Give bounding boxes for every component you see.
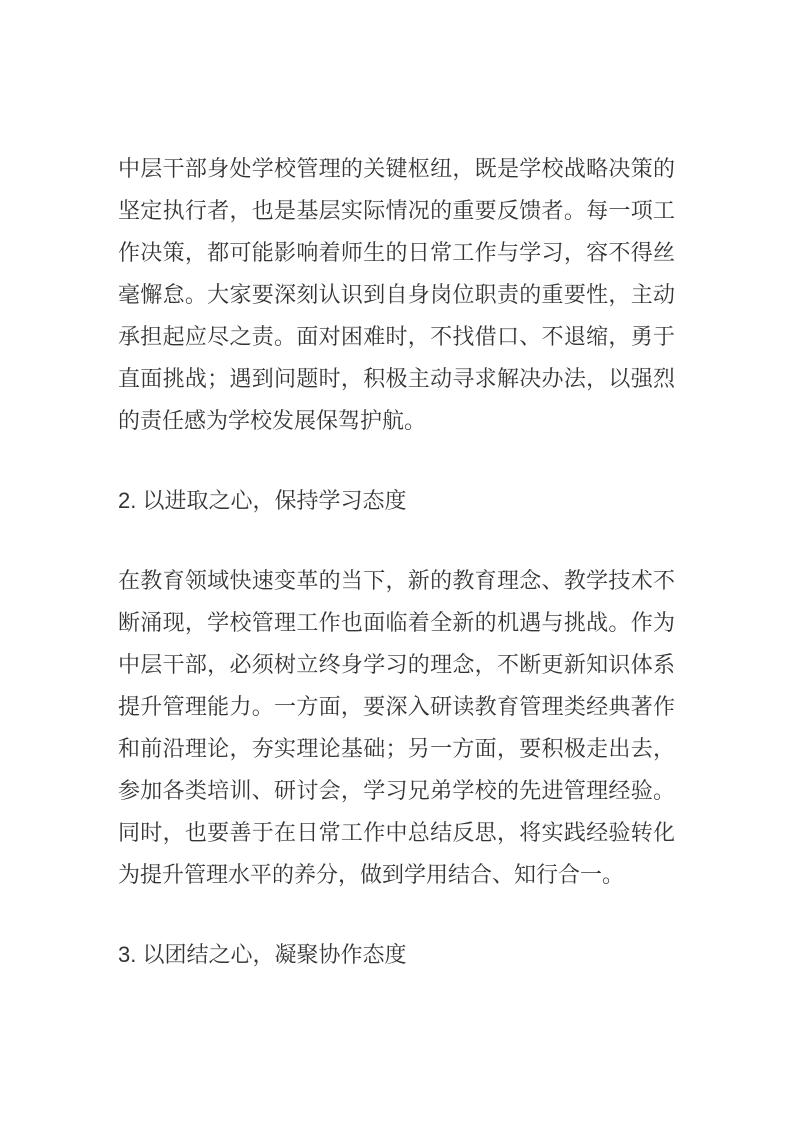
heading-section-2: 2. 以进取之心，保持学习态度 (118, 488, 407, 513)
paragraph-learning: 在教育领域快速变革的当下，新的教育理念、教学技术不断涌现，学校管理工作也面临着全新的机遇与挑战。作为中层干部，必须树立终身学习的理念，不断更新知识体系提升管理能力。一方面，要深入研读教育管理类经典著作和前沿理论，夯实理论基础；另一方面，要积极走出去，参加各类培训、研讨会，学习兄弟学校的先进管理经验。同时，也要善于在日常工作中总结反思，将实践经验转化为提升管理水平的养分，做到学用结合、知行合一。 (118, 568, 675, 887)
heading-section-3: 3. 以团结之心，凝聚协作态度 (118, 942, 407, 967)
document-content (118, 0, 675, 976)
paragraph-responsibility: 中层干部身处学校管理的关键枢纽，既是学校战略决策的坚定执行者，也是基层实际情况的重要反馈者。每一项工作决策，都可能影响着师生的日常工作与学习，容不得丝毫懈怠。大家要深刻认识到自身岗位职责的重要性，主动承担起应尽之责。面对困难时，不找借口、不退缩，勇于直面挑战；遇到问题时，积极主动寻求解决办法，以强烈的责任感为学校发展保驾护航。 (118, 156, 675, 433)
